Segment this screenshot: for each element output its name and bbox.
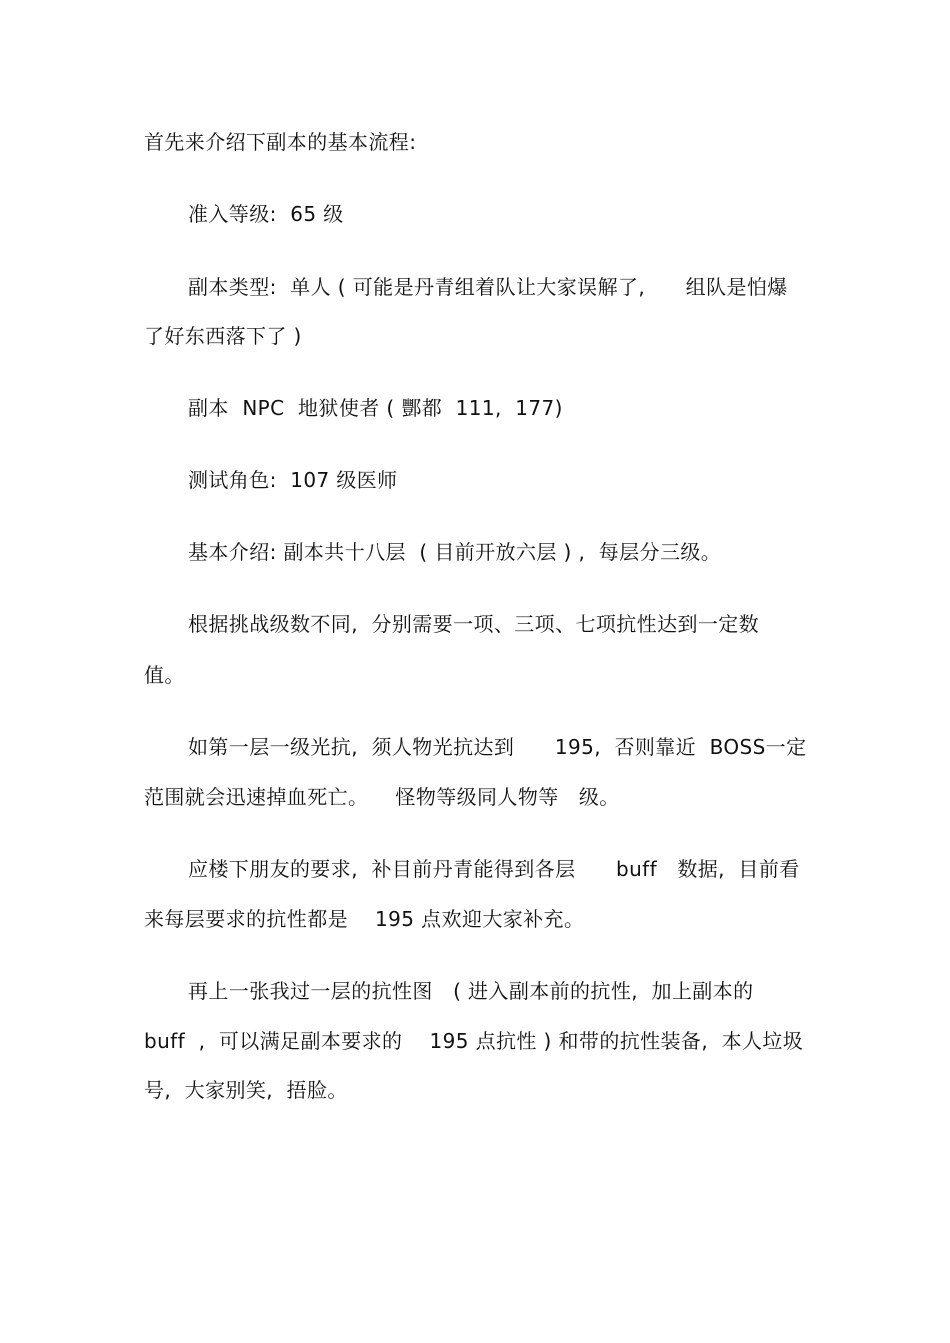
first-floor-example-line-continued: 范围就会迅速掉血死亡。 怪物等级同人物等 级。 bbox=[144, 785, 620, 809]
dungeon-type-line-continued: 了好东西落下了 ) bbox=[144, 324, 302, 348]
first-floor-example-line: 如第一层一级光抗, 须人物光抗达到 195, 否则靠近 BOSS一定 bbox=[188, 735, 807, 759]
intro-heading: 首先来介绍下副本的基本流程: bbox=[144, 130, 417, 154]
basic-intro-line: 基本介绍: 副本共十八层 ( 目前开放六层 ) , 每层分三级。 bbox=[188, 540, 722, 564]
resistance-image-line: 再上一张我过一层的抗性图 ( 进入副本前的抗性, 加上副本的 bbox=[188, 979, 754, 1003]
resistance-image-line-end: 号, 大家别笑, 捂脸。 bbox=[144, 1078, 348, 1102]
dungeon-npc-line: 副本 NPC 地狱使者 ( 酆都 111, 177) bbox=[188, 396, 563, 420]
buff-data-line: 应楼下朋友的要求, 补目前丹青能得到各层 buff 数据, 目前看 bbox=[188, 857, 800, 881]
buff-data-line-continued: 来每层要求的抗性都是 195 点欢迎大家补充。 bbox=[144, 907, 585, 931]
test-character-line: 测试角色: 107 级医师 bbox=[188, 468, 398, 492]
dungeon-type-line: 副本类型: 单人 ( 可能是丹青组着队让大家误解了, 组队是怕爆 bbox=[188, 275, 788, 299]
challenge-levels-line-continued: 值。 bbox=[144, 663, 185, 687]
resistance-image-line-continued: buff , 可以满足副本要求的 195 点抗性 ) 和带的抗性装备, 本人垃圾 bbox=[144, 1029, 804, 1053]
challenge-levels-line: 根据挑战级数不同, 分别需要一项、三项、七项抗性达到一定数 bbox=[188, 612, 760, 636]
entry-level-line: 准入等级: 65 级 bbox=[188, 202, 344, 226]
